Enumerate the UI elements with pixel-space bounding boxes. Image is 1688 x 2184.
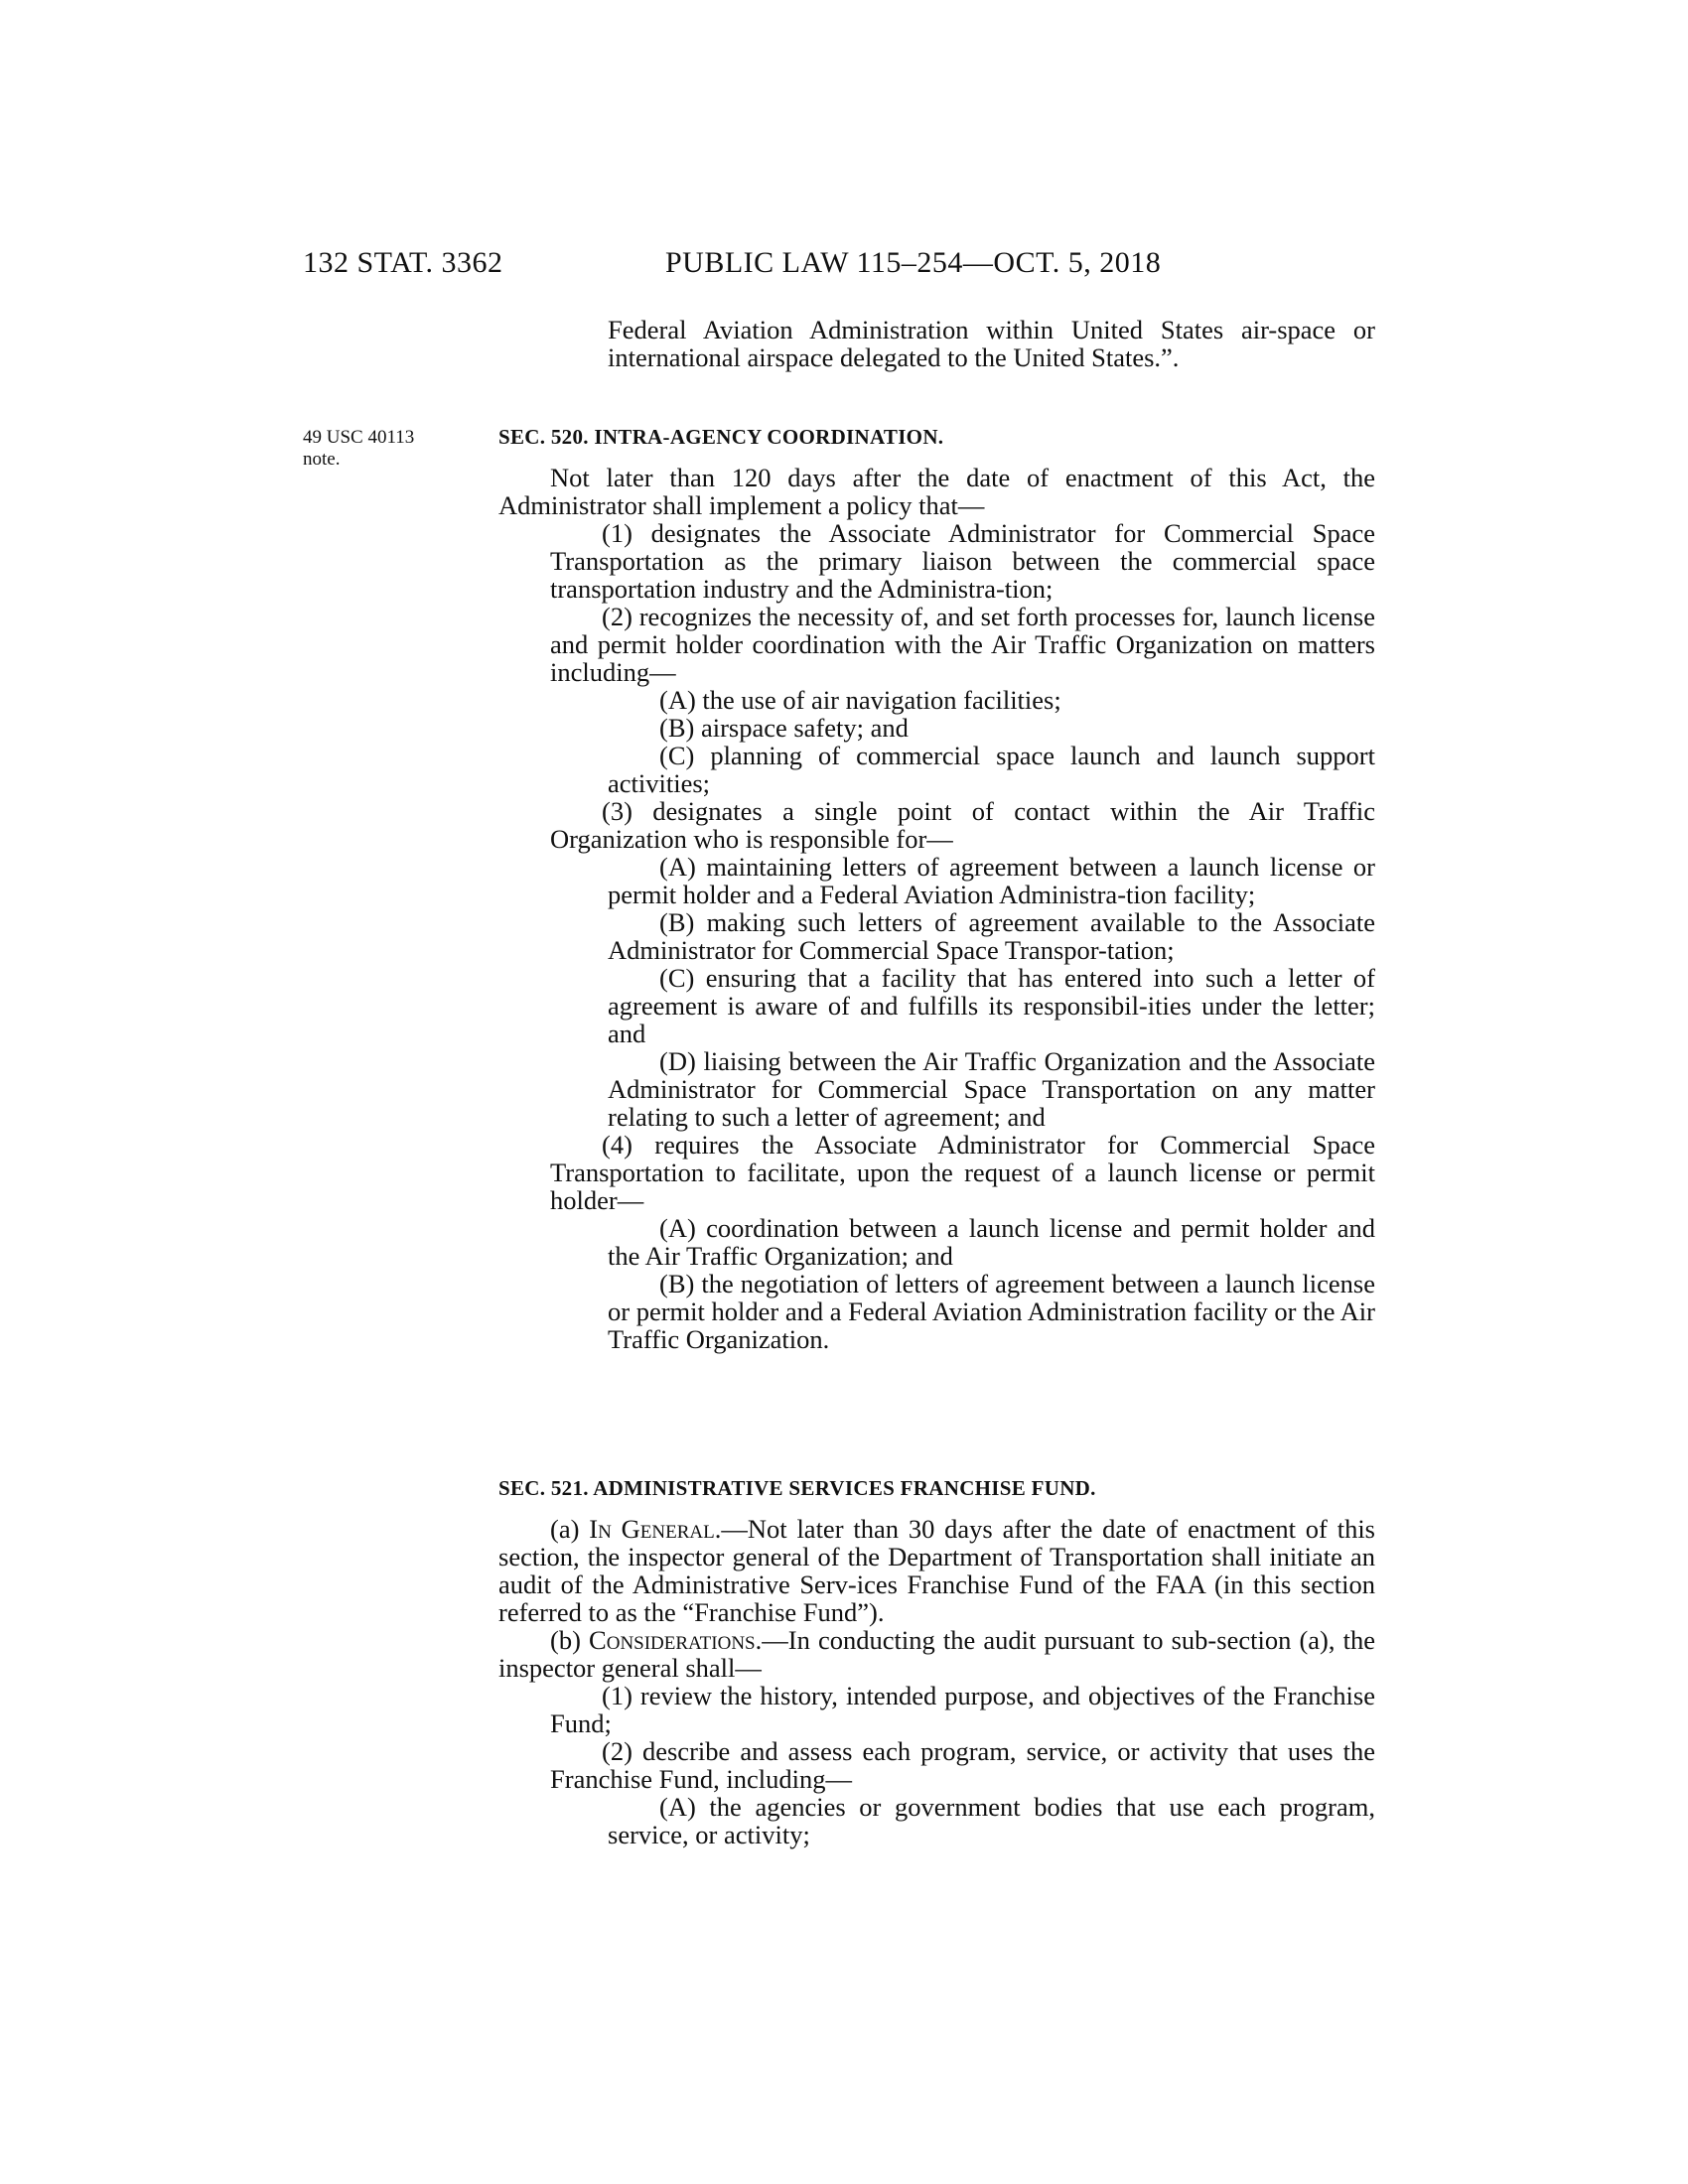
sec-521-heading: SEC. 521. ADMINISTRATIVE SERVICES FRANCHISE FUND. bbox=[498, 1476, 1096, 1500]
sec-520-para-3a: (A) maintaining letters of agreement between a launch license or permit holder and a Federal Aviation Administra-tion facility; bbox=[608, 852, 1375, 909]
sec-521-a-text: .—Not later than 30 days after the date of enactment of this section, the inspector general of the Department of Transportation shall initiate an audit of the Administrative Serv-ices Franchise Fund of the FAA (in this section referred to as the “Franchise Fund”). bbox=[498, 1514, 1375, 1627]
running-head: PUBLIC LAW 115–254—OCT. 5, 2018 bbox=[665, 246, 1162, 279]
continuation-text: Federal Aviation Administration within United States air-space or international airspace delegated to the United States.”. bbox=[608, 315, 1375, 372]
margin-note-label: note. bbox=[303, 449, 341, 470]
section-520 bbox=[498, 425, 1375, 1353]
sec-520-para-4: (4) requires the Associate Administrator for Commercial Space Transportation to facilitate, upon the request of a launch license or permit holder— bbox=[550, 1130, 1375, 1215]
sec-520-para-3: (3) designates a single point of contact within the Air Traffic Organization who is responsible for— bbox=[550, 796, 1375, 854]
sec-521-a-caption: In General bbox=[589, 1514, 715, 1544]
sec-520-para-4b: (B) the negotiation of letters of agreement between a launch license or permit holder and a Federal Aviation Administration facility or the Air Traffic Organization. bbox=[608, 1269, 1375, 1354]
sec-520-para-3d: (D) liaising between the Air Traffic Organization and the Associate Administrator for Commercial Space Transportation on any matter relating to such a letter of agreement; and bbox=[608, 1046, 1375, 1132]
section-521 bbox=[498, 1476, 1375, 1848]
sec-520-para-3c: (C) ensuring that a facility that has entered into such a letter of agreement is aware of and fulfills its responsibil-ities under the letter; and bbox=[608, 963, 1375, 1048]
sec-520-para-2a: (A) the use of air navigation facilities; bbox=[659, 685, 1061, 715]
sec-521-subsection-b bbox=[498, 1626, 1375, 1682]
sec-520-para-2c: (C) planning of commercial space launch and launch support activities; bbox=[608, 741, 1375, 798]
page-header bbox=[303, 246, 1415, 286]
sec-520-para-3b: (B) making such letters of agreement available to the Associate Administrator for Commercial Space Transpor-tation; bbox=[608, 907, 1375, 965]
sec-520-para-4a: (A) coordination between a launch license and permit holder and the Air Traffic Organization; and bbox=[608, 1213, 1375, 1271]
page-number: 132 STAT. 3362 bbox=[303, 246, 503, 279]
continuation-block bbox=[498, 316, 1375, 371]
sec-520-intro: Not later than 120 days after the date of enactment of this Act, the Administrator shall implement a policy that— bbox=[498, 463, 1375, 520]
sec-521-para-2a: (A) the agencies or government bodies that use each program, service, or activity; bbox=[608, 1792, 1375, 1849]
sec-521-a-label: (a) bbox=[550, 1514, 580, 1544]
sec-521-b-caption: Considerations bbox=[589, 1625, 756, 1655]
sec-520-para-2b: (B) airspace safety; and bbox=[659, 713, 909, 743]
sec-521-b-label: (b) bbox=[550, 1625, 581, 1655]
margin-note bbox=[303, 427, 452, 471]
sec-521-subsection-a bbox=[498, 1515, 1375, 1626]
sec-520-para-2: (2) recognizes the necessity of, and set forth processes for, launch license and permit holder coordination with the Air Traffic Organization on matters including— bbox=[550, 602, 1375, 687]
margin-note-citation: 49 USC 40113 bbox=[303, 427, 415, 448]
sec-521-para-1: (1) review the history, intended purpose, and objectives of the Franchise Fund; bbox=[550, 1681, 1375, 1738]
sec-521-b-text: .—In conducting the audit pursuant to sub-section (a), the inspector general shall— bbox=[498, 1625, 1376, 1683]
sec-521-para-2: (2) describe and assess each program, service, or activity that uses the Franchise Fund, including— bbox=[550, 1736, 1375, 1794]
sec-520-para-1: (1) designates the Associate Administrator for Commercial Space Transportation as the primary liaison between the commercial space transportation industry and the Administra-tion; bbox=[550, 518, 1375, 604]
sec-520-heading: SEC. 520. INTRA-AGENCY COORDINATION. bbox=[498, 425, 944, 449]
